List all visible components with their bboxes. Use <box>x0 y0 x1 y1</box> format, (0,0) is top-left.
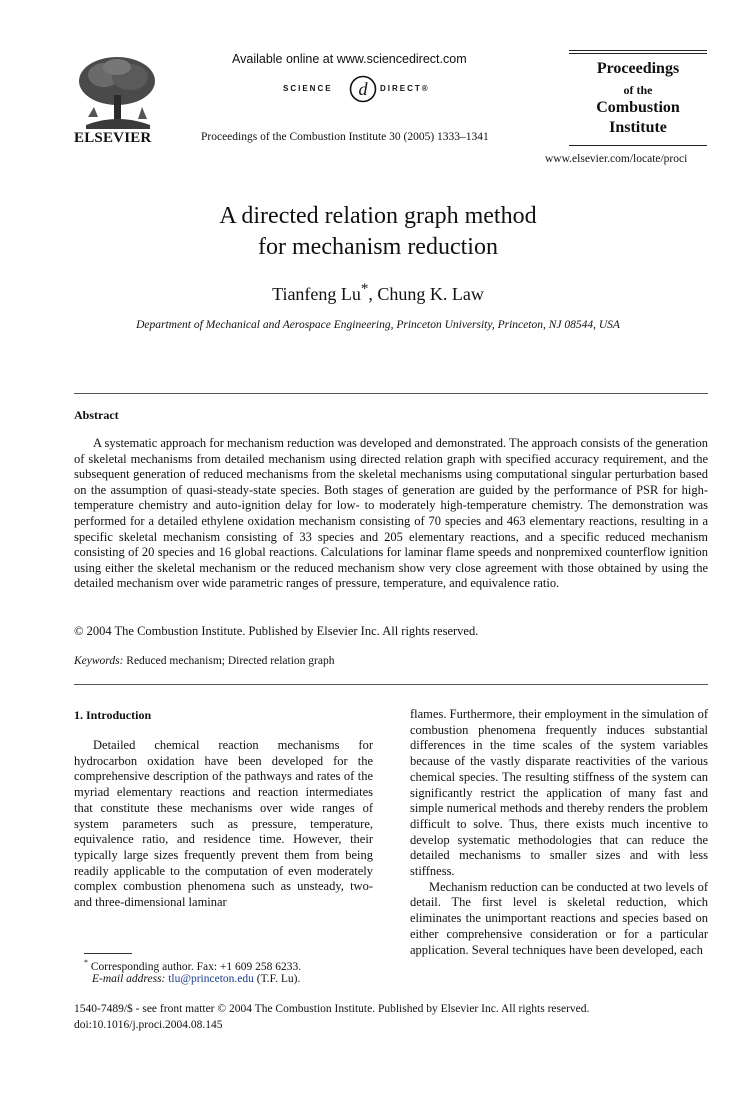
abstract-text: A systematic approach for mechanism reduction was developed and demonstrated. The approach consists of the generation of skeletal mechanisms from detailed mechanism using directed relation graph with specified accuracy requirement, and the subsequent generation of reduced mechanisms from the skeletal mechanisms using computational singular perturbation based on the assumption of quasi-steady-state species. Both stages of generation are guided by the performance of PSR for high-temperature chemistry and auto-ignition delay for low- to moderately high-temperature chemistry. The demonstration was performed for a detailed ethylene oxidation mechanism consisting of 70 species and 463 elementary reactions, resulting in a specific skeletal mechanism consisting of 33 species and 205 elementary reactions, and a specific reduced mechanism consisting of 20 species and 16 global reactions. Calculations for laminar flame speeds and nonpremixed counterflow ignition using either the skeletal mechanism or the reduced mechanism show very close agreement with those obtained by using the detailed mechanism over wide parametric ranges of pressure, temperature, and equivalence ratio. <box>74 436 708 591</box>
email-label: E-mail address: <box>92 973 166 985</box>
available-online-text: Available online at www.sciencedirect.com <box>232 52 467 66</box>
footnote-rule <box>84 953 132 954</box>
journal-title-line4: Institute <box>609 119 667 136</box>
right-column-paragraph-1: flames. Furthermore, their employment in the simulation of combustion phenomena frequently induces substantial differences in the time scales of the system variables because of the vastly disparate reactivities of the various chemical species. The resulting stiffness of the system can significantly restrict the application of many fast and simple numerical methods and thereby renders the problem difficult to solve. Thus, there exists much incentive to develop systematic methodologies that can reduce the detailed mechanisms to smaller sizes and with less stiffness. <box>410 707 708 879</box>
journal-url[interactable]: www.elsevier.com/locate/proci <box>545 153 688 165</box>
email-suffix: (T.F. Lu). <box>253 973 301 985</box>
author-separator: , <box>368 284 378 304</box>
footnote-corresponding <box>84 958 301 973</box>
footnote-corresponding-text: Corresponding author. Fax: +1 609 258 6233. <box>88 960 302 973</box>
journal-citation: Proceedings of the Combustion Institute 30 (2005) 1333–1341 <box>201 131 489 143</box>
author-list <box>0 281 756 305</box>
footnote-mark: * <box>84 958 88 967</box>
author-2: Chung K. Law <box>377 284 484 304</box>
body-right-column <box>410 707 708 958</box>
sd-right-text: DIRECT® <box>380 84 430 93</box>
right-column-paragraph-2: Mechanism reduction can be conducted at two levels of detail. The first level is skeletal reduction, which eliminates the unimportant reactions and species based on either comprehensive consideration or for a particular application. Several techniques have been developed, each <box>410 879 708 957</box>
doi-line[interactable]: doi:10.1016/j.proci.2004.08.145 <box>74 1019 223 1031</box>
abstract-copyright: © 2004 The Combustion Institute. Published by Elsevier Inc. All rights reserved. <box>74 624 479 638</box>
article-title-line2: for mechanism reduction <box>258 234 498 260</box>
email-link[interactable]: tlu@princeton.edu <box>168 973 254 985</box>
journal-title-line3: Combustion <box>596 99 680 116</box>
journal-title-line1: Proceedings <box>596 60 680 77</box>
body-left-column: Detailed chemical reaction mechanisms for hydrocarbon oxidation have been developed for the comprehensive description of the pathways and rates of the myriad elementary reactions and reaction intermediates that constitute these mechanisms over wide ranges of system parameters such as pressure, temperature, equivalence ratio, and residence time. However, their typically large sizes frequently prevent them from being readily applicable to the computation of even moderately complex combustion phenomena such as unsteady, two- and three-dimensional laminar <box>74 738 373 910</box>
journal-title-line2: of the <box>623 83 653 97</box>
svg-text:d: d <box>358 79 368 99</box>
journal-box-bottom-rule <box>569 145 707 146</box>
sciencedirect-logo <box>283 75 453 103</box>
publisher-name: ELSEVIER <box>74 130 152 146</box>
abstract-heading: Abstract <box>74 408 119 422</box>
corresponding-mark: * <box>360 281 369 297</box>
keywords-list: Reduced mechanism; Directed relation graph <box>123 655 335 667</box>
rule-below-abstract <box>74 684 708 685</box>
affiliation: Department of Mechanical and Aerospace Engineering, Princeton University, Princeton, NJ 08544, USA <box>136 319 620 331</box>
keywords <box>74 655 334 667</box>
sciencedirect-d-icon <box>349 75 377 103</box>
front-matter-line: 1540-7489/$ - see front matter © 2004 The Combustion Institute. Published by Elsevier Inc. All rights reserved. <box>74 1003 590 1015</box>
rule-above-abstract <box>74 393 708 394</box>
section-heading-introduction: 1. Introduction <box>74 708 152 722</box>
journal-box-top-rule <box>569 50 707 54</box>
author-1: Tianfeng Lu <box>272 284 361 304</box>
footnote-email <box>92 973 300 985</box>
keywords-label: Keywords: <box>74 655 124 667</box>
article-title-line1: A directed relation graph method <box>219 203 537 229</box>
sd-left-text: SCIENCE <box>283 84 333 93</box>
